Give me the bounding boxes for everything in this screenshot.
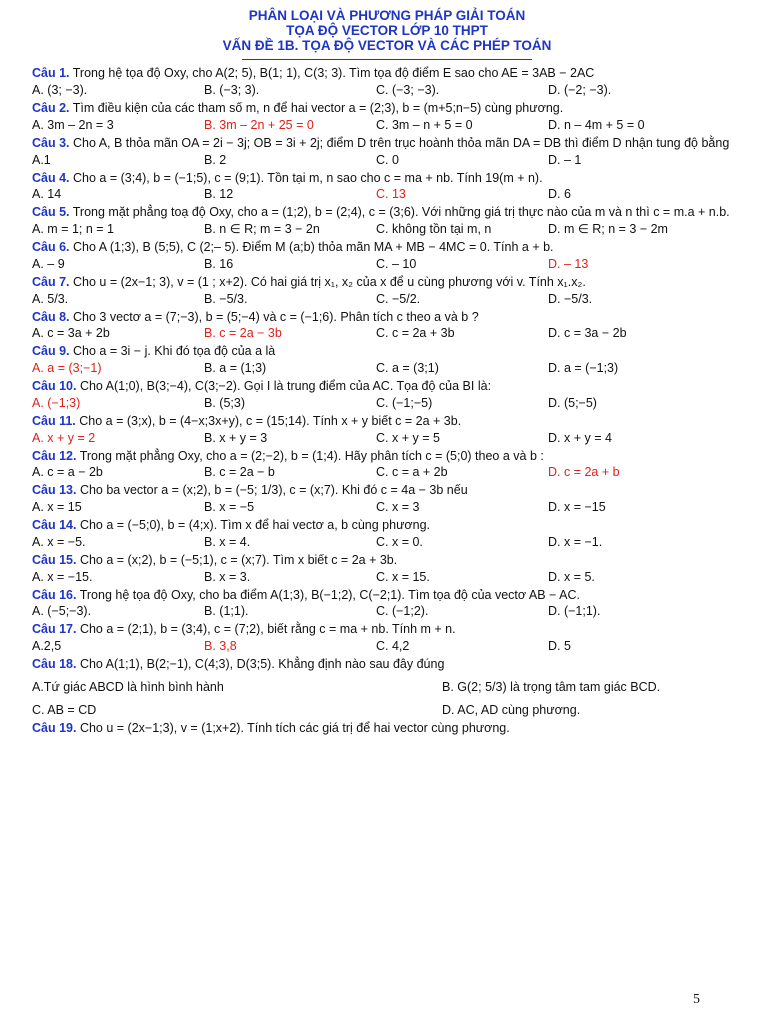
option-c: C. không tồn tại m, n [376, 222, 492, 237]
option-d: D. x = −1. [548, 534, 603, 549]
question-stem [32, 343, 742, 360]
header-line-2: TỌA ĐỘ VECTOR LỚP 10 THPT [286, 23, 488, 39]
option-row [32, 569, 742, 586]
option-b: B. −5/3. [204, 291, 248, 306]
question-2 [32, 100, 742, 134]
option-d: D. (−1;1). [548, 604, 601, 619]
question-text: Cho u = (2x−1;3), v = (1;x+2). Tính tích các giá trị để hai vector cùng phương. [79, 720, 510, 735]
option-c: C. 3m – n + 5 = 0 [376, 117, 473, 132]
option-c: C. 4,2 [376, 639, 410, 654]
question-stem [32, 448, 742, 465]
option-a: A. – 9 [32, 256, 65, 271]
question-12 [32, 448, 742, 482]
question-list [32, 65, 742, 736]
option-a: A. x = 15 [32, 500, 82, 515]
question-text: Cho A(1;0), B(3;−4), C(3;−2). Gọi I là trung điểm của AC. Tọa độ của BI là: [79, 379, 492, 394]
option-row [32, 256, 742, 273]
option-d: D. a = (−1;3) [548, 361, 619, 376]
option-b: B. x = −5 [204, 500, 255, 515]
option-d: D. (−2; −3). [548, 83, 612, 98]
question-10 [32, 378, 742, 412]
option-a: A. x + y = 2 [32, 430, 96, 445]
option-a: A. (3; −3). [32, 83, 88, 98]
option-c: C. (−1;−5) [376, 395, 433, 410]
option-row [32, 360, 742, 377]
question-7 [32, 274, 742, 308]
option-a: A. (−5;−3). [32, 604, 92, 619]
question-label: Câu 14. [32, 518, 77, 533]
option-d: D. x = −15 [548, 500, 606, 515]
option-row [32, 638, 742, 655]
question-14 [32, 517, 742, 551]
option-b: B. c = 2a − b [204, 465, 275, 480]
document-header [32, 8, 742, 53]
question-stem [32, 552, 742, 569]
option-c: C. x = 0. [376, 534, 423, 549]
option-c: C. x + y = 5 [376, 430, 440, 445]
option-d: D. – 13 [548, 256, 589, 271]
option-d: D. (5;−5) [548, 395, 597, 410]
question-text: Cho A (1;3), B (5;5), C (2;– 5). Điểm M (a;b) thỏa mãn MA + MB − 4MC = 0. Tính a + b. [73, 240, 554, 255]
option-row [32, 679, 742, 696]
question-text: Cho a = (x;2), b = (−5;1), c = (x;7). Tìm x biết c = 2a + 3b. [79, 552, 398, 567]
option-a: A. c = 3a + 2b [32, 326, 110, 341]
question-stem [32, 720, 742, 737]
option-c: C. – 10 [376, 256, 417, 271]
option-d: D. n – 4m + 5 = 0 [548, 117, 645, 132]
question-text: Tìm điều kiện của các tham số m, n để hai vector a = (2;3), b = (m+5;n−5) cùng phương. [72, 101, 564, 116]
option-b: B. 12 [204, 187, 234, 202]
question-6 [32, 239, 742, 273]
question-4 [32, 170, 742, 204]
option-a: A. x = −15. [32, 569, 93, 584]
question-text: Cho a = 3i − j. Khi đó tọa độ của a là [73, 344, 276, 359]
page-number: 5 [693, 992, 700, 1008]
question-label: Câu 10. [32, 379, 77, 394]
option-row [32, 464, 742, 481]
question-text: Trong mặt phẳng toạ độ Oxy, cho a = (1;2), b = (2;4), c = (3;6). Với những giá trị thực nào của m và n thì c = m.a + n.b. [72, 205, 730, 220]
option-d: D. c = 2a + b [548, 465, 620, 480]
question-text: Cho A(1;1), B(2;−1), C(4;3), D(3;5). Khẳng định nào sau đây đúng [79, 657, 445, 672]
question-stem [32, 274, 742, 291]
option-row [32, 499, 742, 516]
question-label: Câu 1. [32, 66, 70, 81]
question-stem [32, 170, 742, 187]
option-a: A.Tứ giác ABCD là hình bình hành [32, 679, 224, 694]
option-d: D. x + y = 4 [548, 430, 612, 445]
option-d: D. −5/3. [548, 291, 593, 306]
question-stem [32, 587, 742, 604]
header-line-1: PHÂN LOẠI VÀ PHƯƠNG PHÁP GIẢI TOÁN [248, 8, 526, 23]
option-c: C. c = a + 2b [376, 465, 448, 480]
question-label: Câu 9. [32, 344, 70, 359]
option-row [32, 291, 742, 308]
option-row [32, 395, 742, 412]
option-b: B. x = 3. [204, 569, 251, 584]
question-8 [32, 309, 742, 343]
question-17 [32, 621, 742, 655]
option-b: B. 16 [204, 256, 234, 271]
option-row [32, 186, 742, 203]
question-text: Trong hệ tọa độ Oxy, cho ba điểm A(1;3), B(−1;2), C(−2;1). Tìm tọa độ của vectơ AB − AC. [79, 587, 580, 602]
option-b: B. (5;3) [204, 395, 245, 410]
option-b: B. c = 2a − 3b [204, 326, 282, 341]
option-c: C. c = 2a + 3b [376, 326, 455, 341]
question-label: Câu 16. [32, 587, 77, 602]
option-d: D. AC, AD cùng phương. [442, 702, 581, 717]
option-row [32, 430, 742, 447]
question-3 [32, 135, 742, 169]
option-c: C. −5/2. [376, 291, 421, 306]
question-13 [32, 482, 742, 516]
question-18 [32, 656, 742, 719]
option-d: D. c = 3a − 2b [548, 326, 627, 341]
question-label: Câu 11. [32, 413, 76, 428]
option-row [32, 702, 742, 719]
option-a: A. x = −5. [32, 534, 86, 549]
question-label: Câu 15. [32, 552, 77, 567]
option-b: B. x + y = 3 [204, 430, 268, 445]
question-text: Cho A, B thỏa mãn OA = 2i − 3j; OB = 3i + 2j; điểm D trên trục hoành thỏa mãn DA = DB thì điểm D nhận tung độ bằng [73, 135, 730, 150]
question-1 [32, 65, 742, 99]
option-a: A. c = a − 2b [32, 465, 103, 480]
option-c: C. (−3; −3). [376, 83, 440, 98]
option-c: C. AB = CD [32, 702, 97, 717]
question-text: Cho a = (3;x), b = (4−x;3x+y), c = (15;14). Tính x + y biết c = 2a + 3b. [79, 413, 462, 428]
question-stem [32, 413, 742, 430]
question-stem [32, 100, 742, 117]
question-stem [32, 378, 742, 395]
option-d: D. – 1 [548, 152, 582, 167]
question-19 [32, 720, 742, 737]
option-c: C. (−1;2). [376, 604, 429, 619]
option-c: C. x = 3 [376, 500, 420, 515]
question-9 [32, 343, 742, 377]
option-d: D. 5 [548, 639, 571, 654]
option-row [32, 152, 742, 169]
option-b: B. 3m – 2n + 25 = 0 [204, 117, 314, 132]
question-label: Câu 18. [32, 657, 77, 672]
option-a: A. (−1;3) [32, 395, 81, 410]
question-label: Câu 4. [32, 170, 70, 185]
option-c: C. 0 [376, 152, 399, 167]
question-stem [32, 517, 742, 534]
option-a: A. 3m – 2n = 3 [32, 117, 114, 132]
option-a: A. a = (3;−1) [32, 361, 102, 376]
question-label: Câu 13. [32, 483, 77, 498]
question-stem [32, 135, 742, 152]
option-d: D. m ∈ R; n = 3 − 2m [548, 222, 668, 237]
question-stem [32, 656, 742, 673]
option-c: C. x = 15. [376, 569, 430, 584]
option-a: A. 14 [32, 187, 62, 202]
question-label: Câu 19. [32, 720, 77, 735]
question-text: Cho a = (2;1), b = (3;4), c = (7;2), biết rằng c = ma + nb. Tính m + n. [79, 622, 456, 637]
question-text: Cho 3 vectơ a = (7;−3), b = (5;−4) và c = (−1;6). Phân tích c theo a và b ? [73, 309, 479, 324]
option-row [32, 117, 742, 134]
option-b: B. x = 4. [204, 534, 251, 549]
option-row [32, 325, 742, 342]
question-stem [32, 309, 742, 326]
option-a: A. 5/3. [32, 291, 69, 306]
question-label: Câu 5. [32, 205, 70, 220]
question-stem [32, 621, 742, 638]
header-line-3: VẤN ĐỀ 1B. TỌA ĐỘ VECTOR VÀ CÁC PHÉP TOÁN [222, 38, 552, 54]
question-text: Cho a = (3;4), b = (−1;5), c = (9;1). Tồn tại m, n sao cho c = ma + nb. Tính 19(m + n). [73, 170, 543, 185]
option-row [32, 603, 742, 620]
option-b: B. 3,8 [204, 639, 237, 654]
option-a: A.1 [32, 152, 51, 167]
option-b: B. 2 [204, 152, 227, 167]
option-row [32, 82, 742, 99]
option-row [32, 534, 742, 551]
question-label: Câu 17. [32, 622, 77, 637]
question-label: Câu 8. [32, 309, 70, 324]
question-5 [32, 204, 742, 238]
option-c: C. a = (3;1) [376, 361, 439, 376]
question-11 [32, 413, 742, 447]
question-stem [32, 482, 742, 499]
header-divider [242, 59, 532, 60]
worksheet-page [32, 8, 742, 737]
option-b: B. G(2; 5/3) là trọng tâm tam giác BCD. [442, 679, 661, 694]
question-text: Cho u = (2x−1; 3), v = (1 ; x+2). Có hai giá trị x₁, x₂ của x để u cùng phương với v. Tính x₁.x₂. [73, 274, 586, 289]
question-text: Trong hệ tọa độ Oxy, cho A(2; 5), B(1; 1), C(3; 3). Tìm tọa độ điểm E sao cho AE = 3AB − 2AC [72, 66, 595, 81]
question-label: Câu 6. [32, 240, 70, 255]
option-a: A. m = 1; n = 1 [32, 222, 114, 237]
question-label: Câu 12. [32, 448, 77, 463]
question-label: Câu 2. [32, 101, 70, 116]
option-d: D. x = 5. [548, 569, 595, 584]
option-d: D. 6 [548, 187, 571, 202]
question-text: Cho ba vector a = (x;2), b = (−5; 1/3), c = (x;7). Khi đó c = 4a − 3b nếu [79, 483, 468, 498]
option-c: C. 13 [376, 187, 406, 202]
question-text: Trong mặt phẳng Oxy, cho a = (2;−2), b = (1;4). Hãy phân tích c = (5;0) theo a và b : [79, 448, 544, 463]
option-row [32, 221, 742, 238]
question-stem [32, 204, 742, 221]
question-text: Cho a = (−5;0), b = (4;x). Tìm x để hai vectơ a, b cùng phương. [79, 518, 431, 533]
question-stem [32, 239, 742, 256]
option-b: B. (1;1). [204, 604, 249, 619]
question-stem [32, 65, 742, 82]
question-label: Câu 7. [32, 274, 70, 289]
option-b: B. (−3; 3). [204, 83, 260, 98]
option-b: B. a = (1;3) [204, 361, 267, 376]
question-label: Câu 3. [32, 135, 70, 150]
option-b: B. n ∈ R; m = 3 − 2n [204, 222, 320, 237]
question-15 [32, 552, 742, 586]
question-16 [32, 587, 742, 621]
option-a: A.2,5 [32, 639, 62, 654]
